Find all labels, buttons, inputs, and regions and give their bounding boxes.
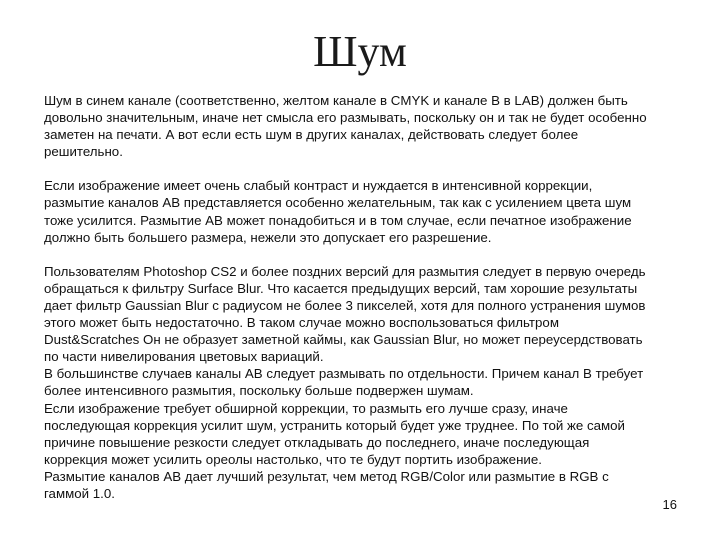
- paragraph-low-contrast: Если изображение имеет очень слабый контраст и нуждается в интенсивной коррекции, размытие каналов AB представляется особенно желательным, так как с усилением цвета шум тоже усилится. Размытие AB может понадобиться и в том случае, если печатное изображение должно быть большего размера, нежели это допускает его разрешение.: [44, 178, 632, 245]
- slide-body: [44, 92, 688, 502]
- slide-title: Шум: [313, 27, 407, 76]
- page-number: 16: [662, 497, 677, 512]
- paragraph-photoshop-filters: Пользователям Photoshop CS2 и более поздних версий для размытия следует в первую очередь обращаться к фильтру Surface Blur. Что касается предыдущих версий, там хорошие результаты дает фильтр Gaussian Blur с радиусом не более 3 пикселей, хотя для полного устранения шумов этого может быть недостаточно. В таком случае можно воспользоваться фильтром Dust&Scratches Он не образует заметной каймы, как Gaussian Blur, но может переусердствовать по части нивелирования цветовых вариаций. В большинстве случаев каналы AB следует размывать по отдельности. Причем канал B требует более интенсивного размытия, поскольку больше подвержен шумам. Если изображение требует обширной коррекции, то размыть его лучше сразу, иначе последующая коррекция усилит шум, устранить который будет уже труднее. По той же самой причине повышение резкости следует откладывать до последнего, иначе последующая коррекция может усилить ореолы настолько, что те будут портить изображение. Размытие каналов AB дает лучший результат, чем метод RGB/Color или размытие в RGB с гаммой 1.0.: [44, 263, 646, 501]
- paragraph-blue-channel-noise: Шум в синем канале (соответственно, желтом канале в CMYK и канале B в LAB) должен быть довольно значительным, иначе нет смысла его размывать, поскольку он и так не будет особенно заметен на печати. А вот если есть шум в других каналах, действовать следует более решительно.: [44, 93, 647, 160]
